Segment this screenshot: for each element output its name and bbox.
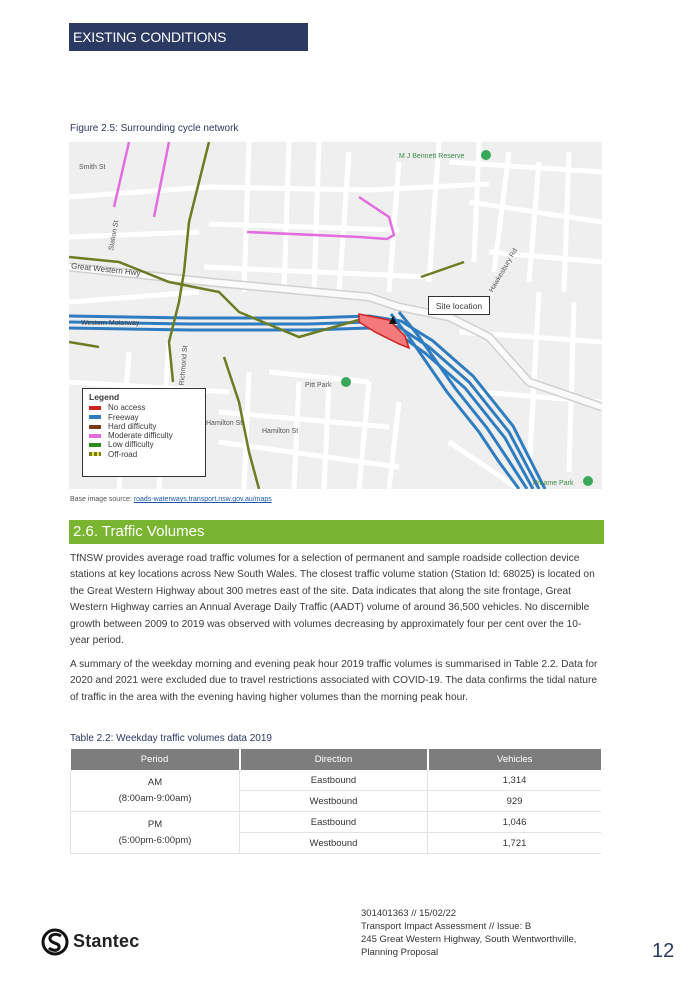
footer-line: 245 Great Western Highway, South Wentworthville, — [361, 934, 577, 945]
legend-item: No access — [89, 403, 205, 412]
figure-caption: Figure 2.5: Surrounding cycle network — [70, 123, 239, 134]
footer-line: 301401363 // 15/02/22 — [361, 908, 457, 919]
vehicles-cell: 1,314 — [428, 770, 602, 791]
footer-line: Planning Proposal — [361, 947, 439, 958]
paragraph-1: TfNSW provides average road traffic volumes for a selection of permanent and sample roadside collection device stations at key locations across New South Wales. The closest traffic volume station (Station Id: 68025) is located on the Great Western Highway about 300 metres east of the site. Data indicates that along the site frontage, Great Western Highway carries an Annual Average Daily Traffic (AADT) volume of around 36,500 vehicles. No discernible growth between 2009 to 2019 was observed with volumes decreasing by approximately four per cent over the 10-year period. — [70, 553, 595, 647]
table-row — [71, 770, 602, 791]
vehicles-cell: 1,721 — [428, 833, 602, 854]
legend-item: Off-road — [89, 450, 205, 459]
map-label-hamilton-st-2: Hamilton St — [262, 428, 299, 435]
period-cell: PM (5:00pm-6:00pm) — [71, 812, 240, 854]
header-title: EXISTING CONDITIONS — [69, 23, 308, 51]
direction-cell: Westbound — [240, 833, 428, 854]
map-label-freame-park: Freame Park — [533, 480, 574, 487]
legend-title: Legend — [89, 392, 120, 402]
base-image-source: Base image source: roads-waterways.transport.nsw.gov.au/maps — [70, 496, 272, 503]
legend-item: Freeway — [89, 413, 205, 422]
map-label-western-motorway: Western Motorway — [81, 320, 140, 327]
paragraph-2: A summary of the weekday morning and evening peak hour 2019 traffic volumes is summarised in Table 2.2. Data for 2020 and 2021 were excluded due to travel restrictions associated with COVID-19. The data confirms the tidal nature of traffic in the area with the evening having higher volumes than the morning peak hour. — [70, 659, 598, 703]
section-title: 2.6. Traffic Volumes — [69, 520, 604, 544]
footer-line: Transport Impact Assessment // Issue: B — [361, 921, 532, 932]
direction-cell: Eastbound — [240, 812, 428, 833]
page-number: 12 — [652, 940, 675, 962]
legend-item: Moderate difficulty — [89, 431, 205, 440]
hard-difficulty-swatch — [89, 425, 101, 429]
legend-item: Low difficulty — [89, 440, 205, 449]
stantec-logo-icon — [41, 928, 69, 956]
logo-wordmark: Stantec — [73, 931, 140, 951]
map-label-mj-bennett: M J Bennett Reserve — [399, 153, 465, 160]
table-row — [71, 812, 602, 833]
vehicles-cell: 929 — [428, 791, 602, 812]
map-label-richmond-st: Richmond St — [178, 345, 190, 386]
map-label-smith-st: Smith St — [79, 164, 106, 171]
map-label-station-st: Station St — [108, 219, 121, 252]
no-access-swatch — [89, 406, 101, 410]
freeway-swatch — [89, 415, 101, 419]
stantec-logo — [41, 928, 146, 958]
table-caption: Table 2.2: Weekday traffic volumes data 2019 — [70, 733, 272, 744]
map-label-pitt-park: Pitt Park — [305, 382, 332, 389]
map-label-hamilton-st: Hamilton St — [206, 420, 243, 427]
direction-cell: Eastbound — [240, 770, 428, 791]
moderate-difficulty-swatch — [89, 434, 101, 438]
header-vehicles: Vehicles — [428, 749, 602, 770]
off-road-swatch — [89, 452, 101, 456]
map-label-hawkesbury-rd: Hawkesbury Rd — [488, 247, 520, 294]
header-direction: Direction — [240, 749, 428, 770]
map-legend — [82, 388, 206, 477]
site-area — [359, 314, 409, 348]
low-difficulty-swatch — [89, 443, 101, 447]
traffic-volumes-table — [70, 749, 601, 854]
direction-cell: Westbound — [240, 791, 428, 812]
legend-item: Hard difficulty — [89, 422, 205, 431]
footer-info — [361, 907, 576, 959]
vehicles-cell: 1,046 — [428, 812, 602, 833]
cycle-network-map — [69, 142, 602, 489]
base-source-link[interactable]: roads-waterways.transport.nsw.gov.au/maps — [133, 496, 272, 503]
map-label-great-western-hwy: Great Western Hwy — [70, 261, 141, 278]
period-cell: AM (8:00am-9:00am) — [71, 770, 240, 812]
header-period: Period — [71, 749, 240, 770]
site-location-label: Site location — [428, 296, 490, 315]
